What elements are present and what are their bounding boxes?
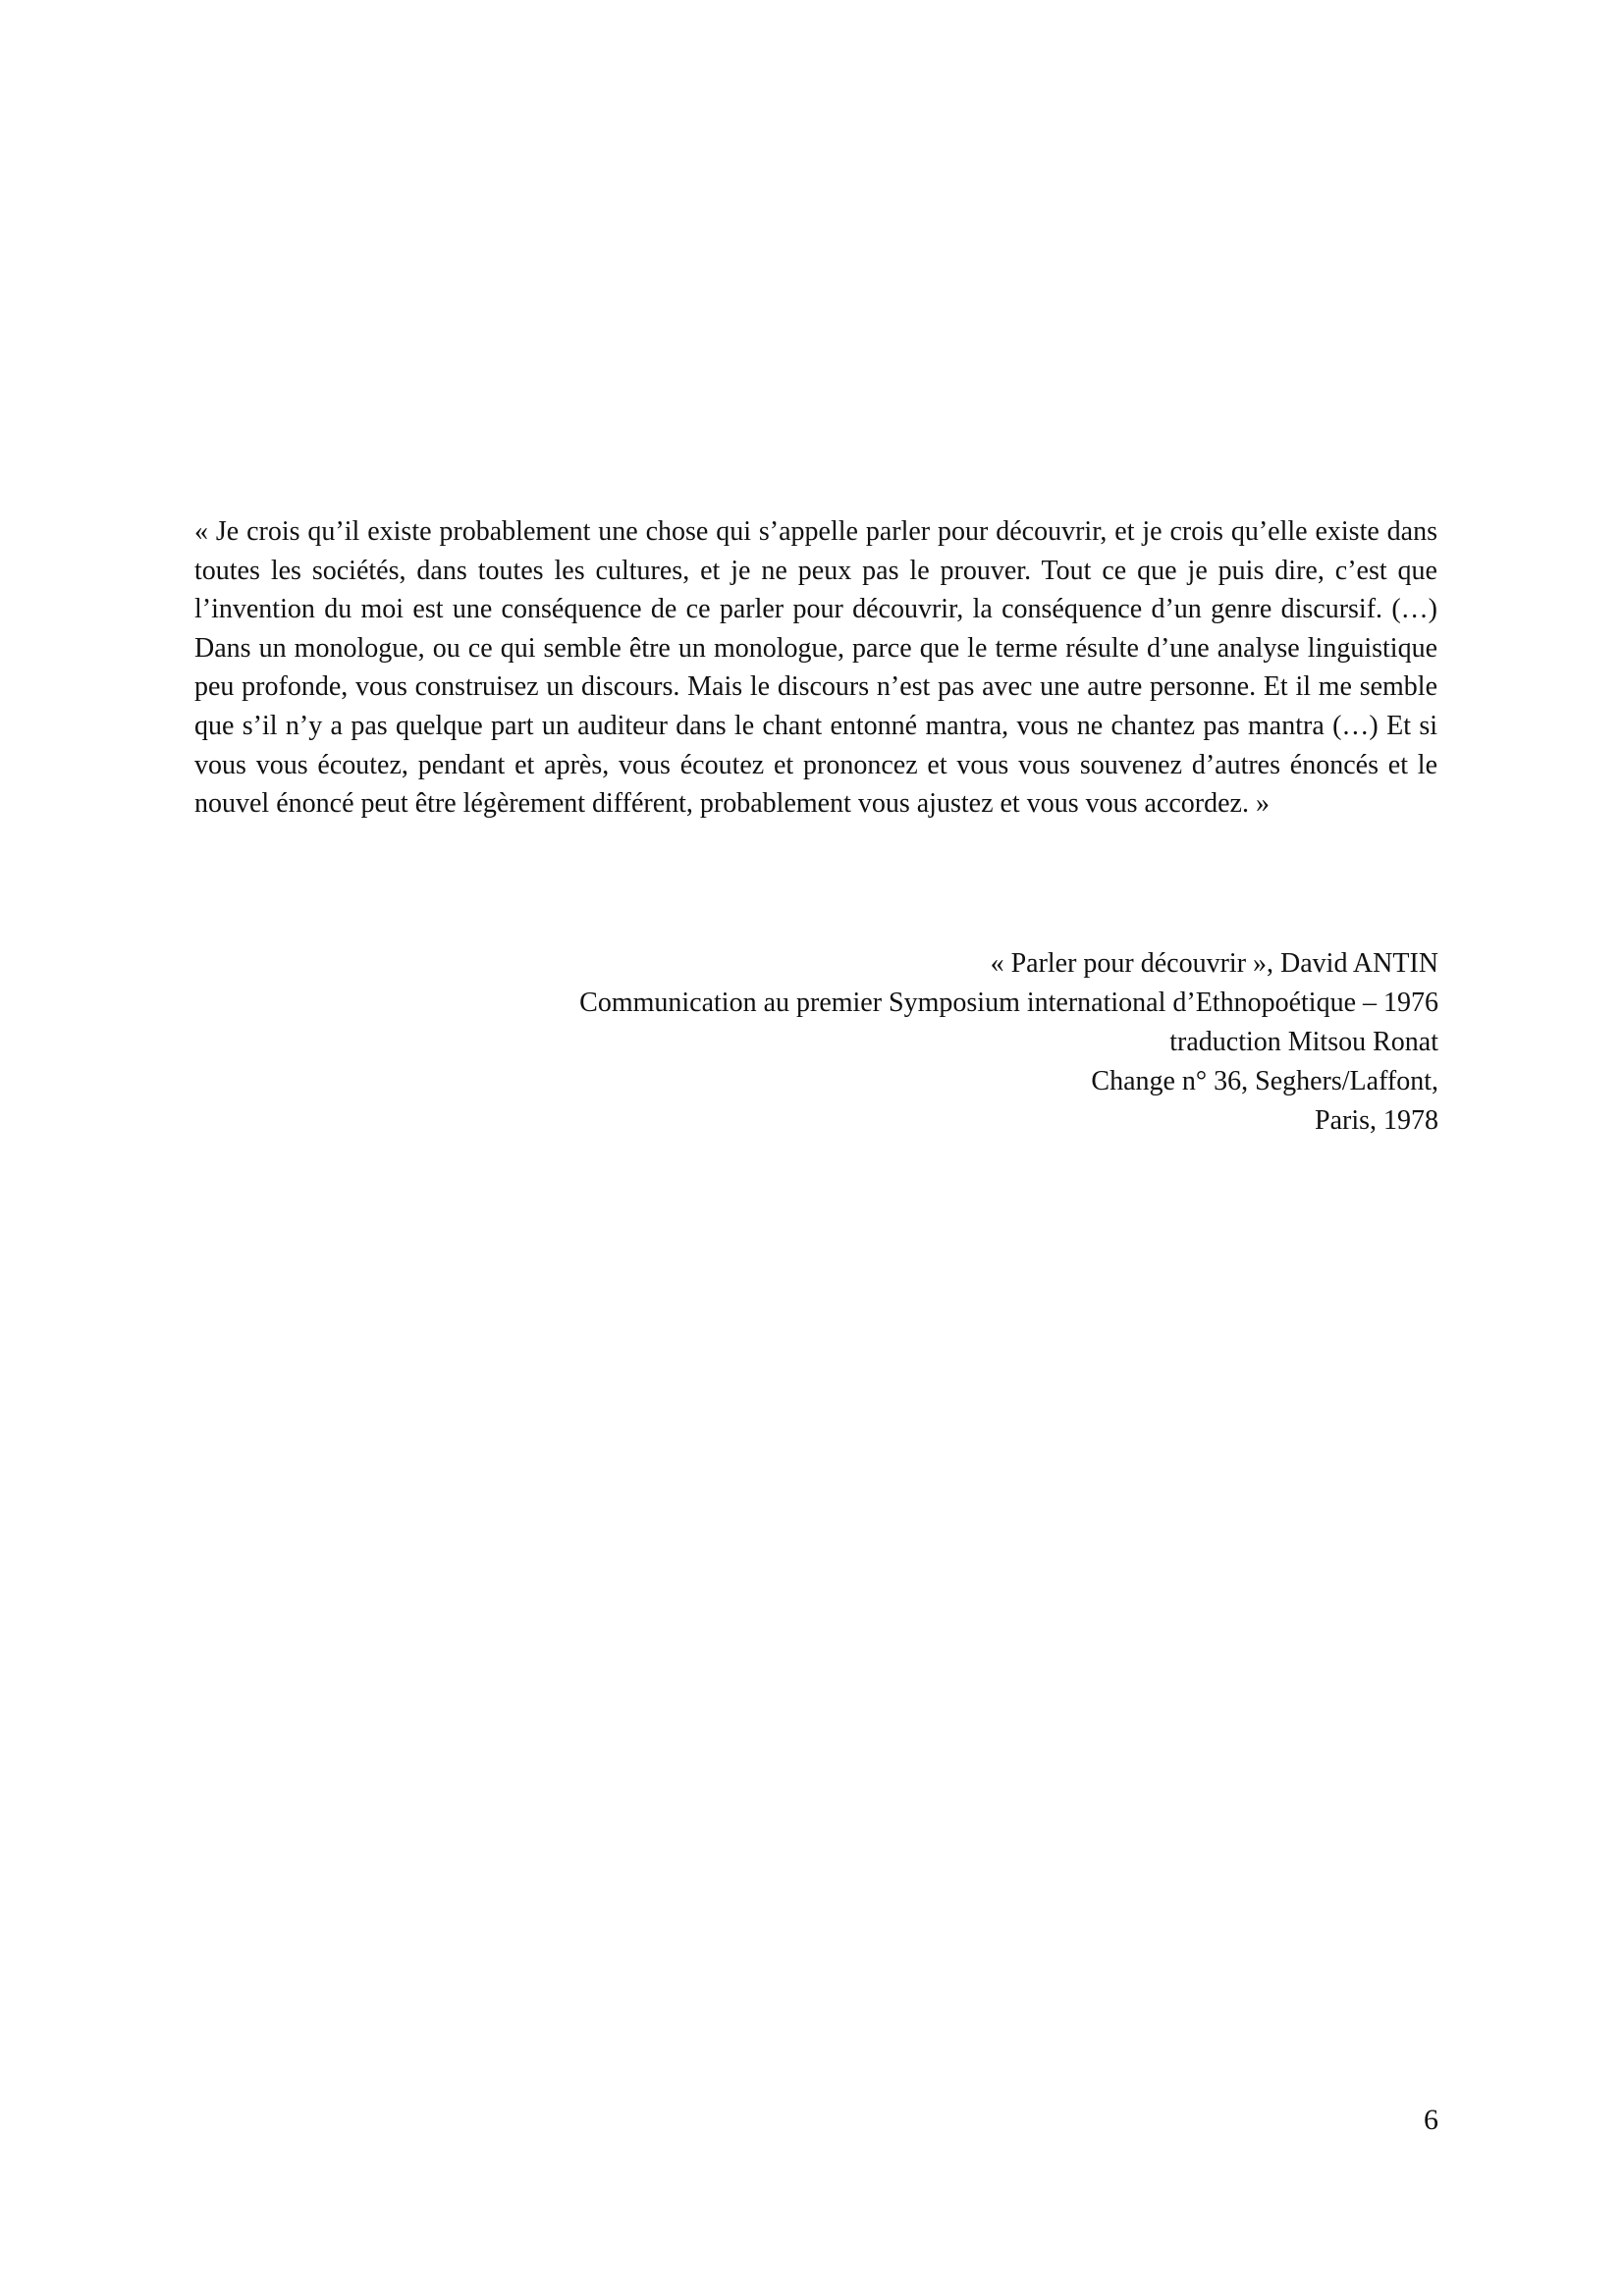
quote-paragraph: « Je crois qu’il existe probablement une chose qui s’appelle parler pour découvrir, et je crois qu’elle existe dans toutes les sociétés, dans toutes les cultures, et je ne peux pas le prouver. Tout ce que je puis dire, c’est que l’invention du moi est une conséquence de ce parler pour découvrir, la conséquence d’un genre discursif. (…) Dans un monologue, ou ce qui semble être un monologue, parce que le terme résulte d’une analyse linguistique peu profonde, vous construisez un discours. Mais le discours n’est pas avec une autre personne. Et il me semble que s’il n’y a pas quelque part un auditeur dans le chant entonné mantra, vous ne chantez pas mantra (…) Et si vous vous écoutez, pendant et après, vous écoutez et prononcez et vous vous souvenez d’autres énoncés et le nouvel énoncé peut être légèrement différent, probablement vous ajustez et vous vous accordez. » — [194, 516, 1437, 820]
attribution-communication-line: Communication au premier Symposium international d’Ethnopoétique – 1976 — [579, 988, 1438, 1018]
attribution-place-date-line: Paris, 1978 — [1315, 1105, 1438, 1136]
attribution-block — [260, 944, 1438, 1141]
attribution-publication-line: Change n° 36, Seghers/Laffont, — [1091, 1066, 1438, 1096]
page-number: 6 — [1424, 2104, 1438, 2136]
attribution-translation-line: traduction Mitsou Ronat — [1169, 1027, 1438, 1057]
attribution-title-line: « Parler pour découvrir », David ANTIN — [990, 948, 1438, 979]
